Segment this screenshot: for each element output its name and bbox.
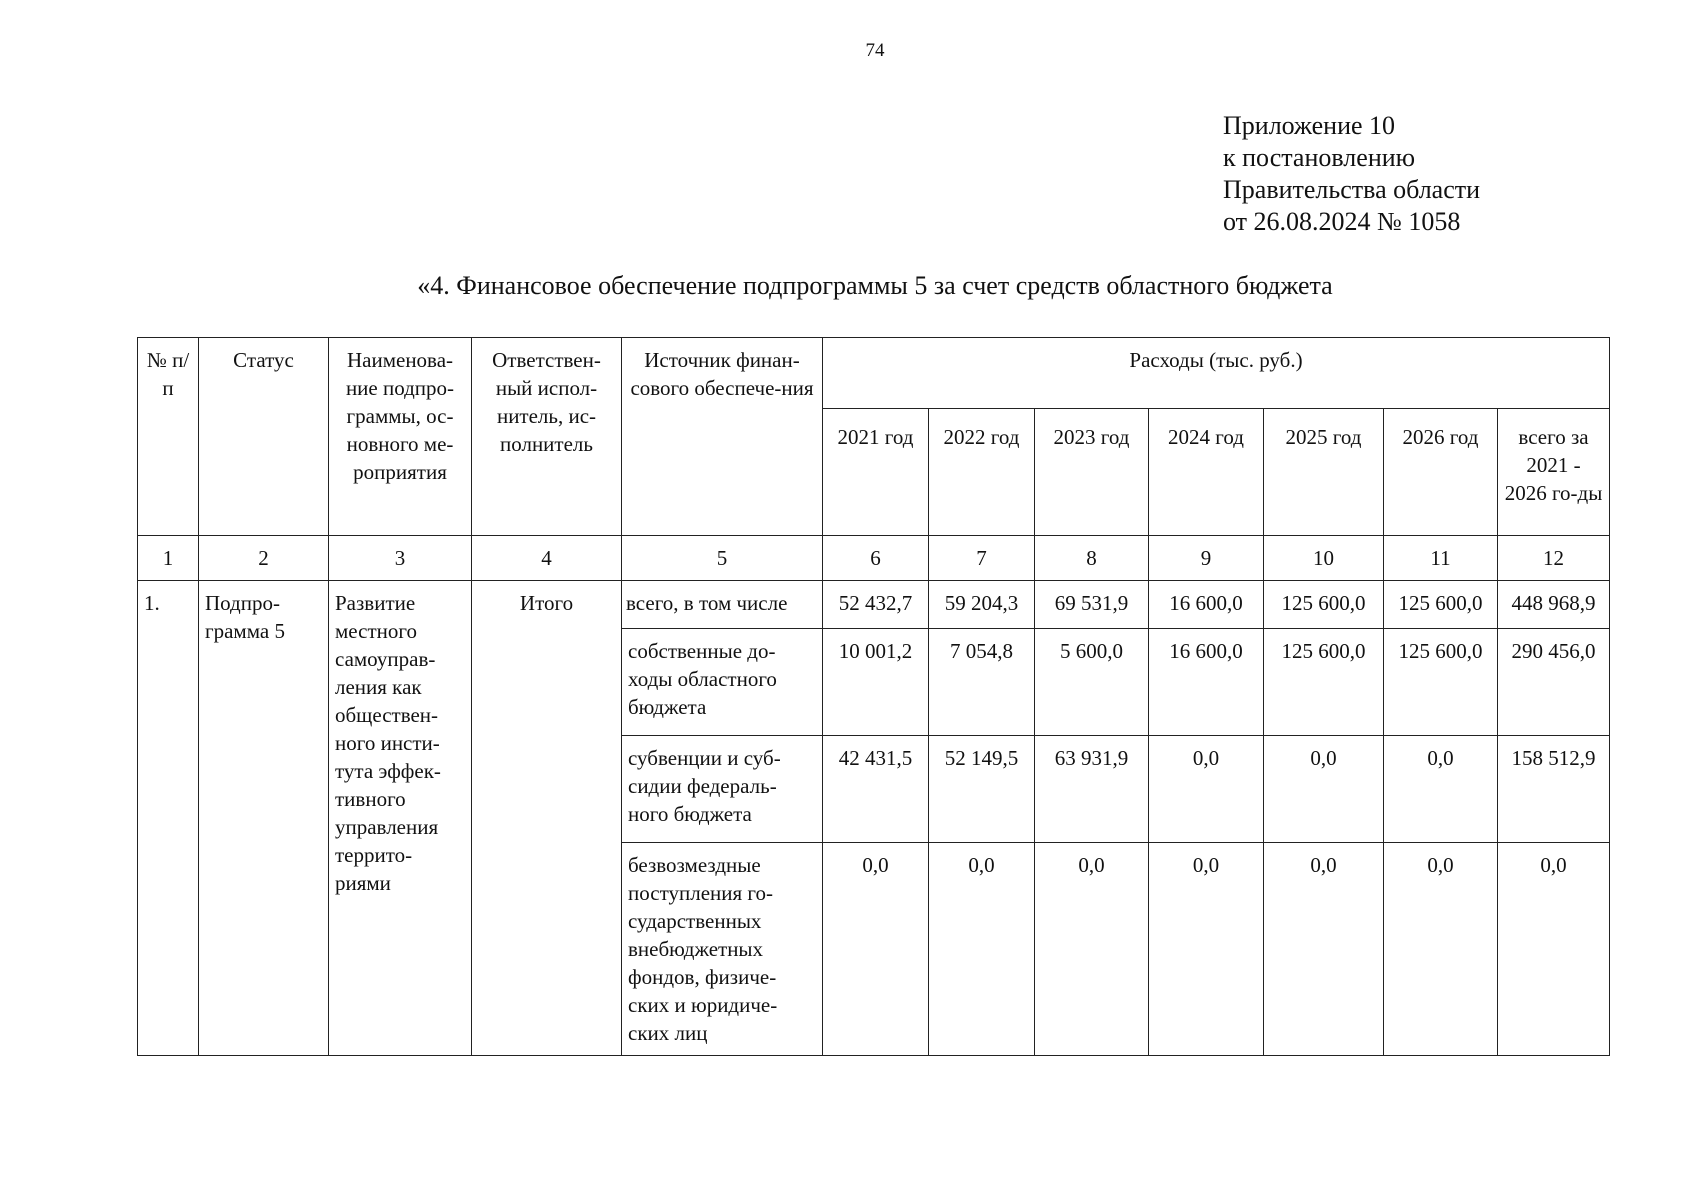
column-index-row xyxy=(138,536,1610,581)
column-index: 4 xyxy=(472,536,622,581)
appendix-block xyxy=(1223,110,1480,238)
row-number: 1. xyxy=(138,581,199,1056)
header-year: 2023 год xyxy=(1035,409,1149,536)
financing-table xyxy=(137,337,1610,1056)
header-expenses: Расходы (тыс. руб.) xyxy=(823,338,1610,409)
value-cell: 7 054,8 xyxy=(929,629,1035,736)
column-index: 10 xyxy=(1264,536,1384,581)
value-cell: 5 600,0 xyxy=(1035,629,1149,736)
value-cell: 59 204,3 xyxy=(929,581,1035,629)
value-cell: 42 431,5 xyxy=(823,736,929,843)
value-cell: 52 432,7 xyxy=(823,581,929,629)
column-index: 11 xyxy=(1384,536,1498,581)
row-executor: Итого xyxy=(472,581,622,1056)
header-year: 2024 год xyxy=(1149,409,1264,536)
value-cell: 52 149,5 xyxy=(929,736,1035,843)
value-cell: 125 600,0 xyxy=(1384,629,1498,736)
value-cell: 125 600,0 xyxy=(1384,581,1498,629)
value-cell: 0,0 xyxy=(1384,736,1498,843)
header-year: 2026 год xyxy=(1384,409,1498,536)
document-title: «4. Финансовое обеспечение подпрограммы 5 за счет средств областного бюджета xyxy=(417,271,1333,300)
column-index: 5 xyxy=(622,536,823,581)
value-cell: 0,0 xyxy=(1498,843,1610,1056)
value-cell: 16 600,0 xyxy=(1149,581,1264,629)
value-cell: 63 931,9 xyxy=(1035,736,1149,843)
value-cell: 69 531,9 xyxy=(1035,581,1149,629)
value-cell: 0,0 xyxy=(929,843,1035,1056)
column-index: 6 xyxy=(823,536,929,581)
column-index: 3 xyxy=(329,536,472,581)
value-cell: 0,0 xyxy=(1264,843,1384,1056)
appendix-line: Приложение 10 xyxy=(1223,111,1396,140)
value-cell: 0,0 xyxy=(823,843,929,1056)
value-cell: 0,0 xyxy=(1149,843,1264,1056)
appendix-line: к постановлению xyxy=(1223,143,1416,172)
header-status: Статус xyxy=(199,338,329,536)
value-cell: 10 001,2 xyxy=(823,629,929,736)
column-index: 7 xyxy=(929,536,1035,581)
value-cell: 448 968,9 xyxy=(1498,581,1610,629)
column-index: 8 xyxy=(1035,536,1149,581)
header-row xyxy=(138,338,1610,409)
header-executor: Ответствен-ный испол-нитель, ис-полнитель xyxy=(472,338,622,536)
header-name: Наименова-ние подпро-граммы, ос-новного ме-роприятия xyxy=(329,338,472,536)
header-year: 2025 год xyxy=(1264,409,1384,536)
column-index: 1 xyxy=(138,536,199,581)
value-cell: 0,0 xyxy=(1384,843,1498,1056)
source-label: субвенции и суб-сидии федераль-ного бюджета xyxy=(622,736,823,843)
column-index: 12 xyxy=(1498,536,1610,581)
value-cell: 125 600,0 xyxy=(1264,629,1384,736)
header-number: № п/п xyxy=(138,338,199,536)
value-cell: 0,0 xyxy=(1264,736,1384,843)
source-label: безвозмездные поступления го-сударственных внебюджетных фондов, физиче-ских и юридиче-ских лиц xyxy=(622,843,823,1056)
column-index: 2 xyxy=(199,536,329,581)
column-index: 9 xyxy=(1149,536,1264,581)
value-cell: 290 456,0 xyxy=(1498,629,1610,736)
header-year: 2021 год xyxy=(823,409,929,536)
source-label: собственные до-ходы областного бюджета xyxy=(622,629,823,736)
header-year: 2022 год xyxy=(929,409,1035,536)
value-cell: 158 512,9 xyxy=(1498,736,1610,843)
value-cell: 125 600,0 xyxy=(1264,581,1384,629)
header-source: Источник финан-сового обеспече-ния xyxy=(622,338,823,536)
row-status: Подпро-грамма 5 xyxy=(199,581,329,1056)
value-cell: 0,0 xyxy=(1035,843,1149,1056)
page-number: 74 xyxy=(865,40,885,61)
source-label: всего, в том числе xyxy=(622,581,823,629)
appendix-line: Правительства области xyxy=(1223,175,1481,204)
value-cell: 16 600,0 xyxy=(1149,629,1264,736)
header-total: всего за 2021 - 2026 го-ды xyxy=(1498,409,1610,536)
row-name: Развитие местного самоуправ-ления как обществен-ного инсти-тута эффек-тивного управления террито-риями xyxy=(329,581,472,1056)
table-row xyxy=(138,581,1610,629)
appendix-line: от 26.08.2024 № 1058 xyxy=(1223,207,1461,236)
value-cell: 0,0 xyxy=(1149,736,1264,843)
